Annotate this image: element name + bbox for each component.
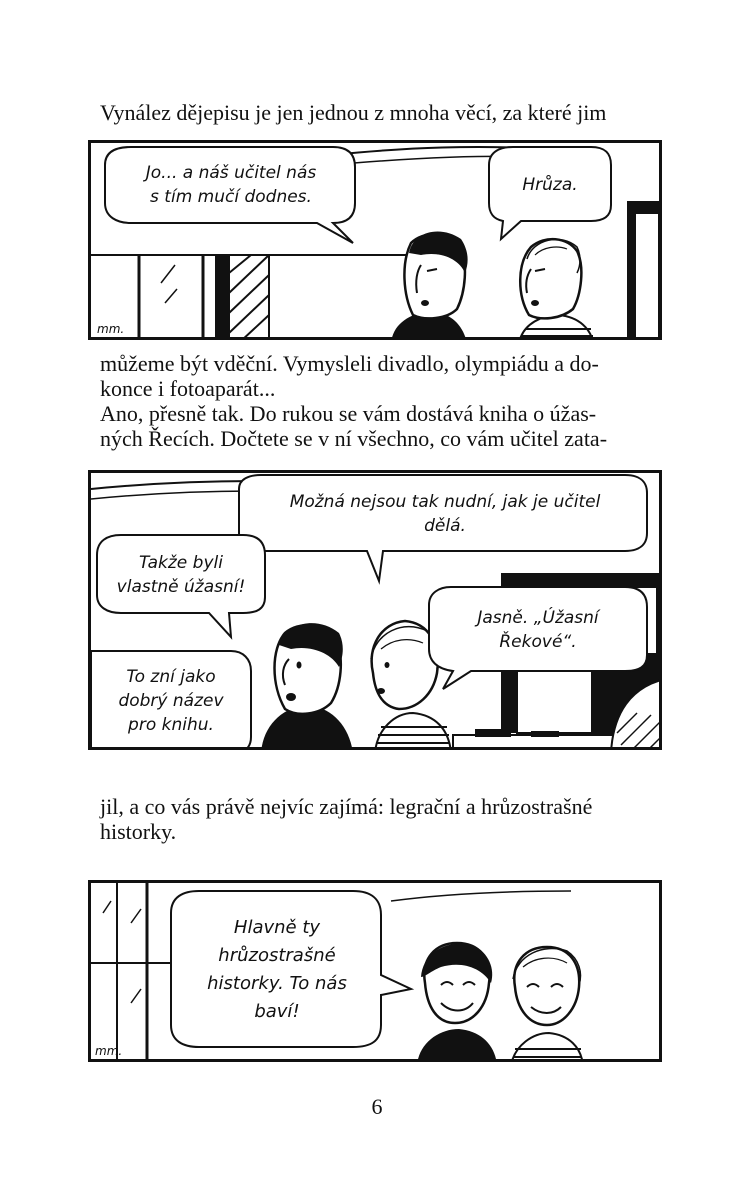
paragraph-1 [100, 100, 656, 125]
paragraph-3 [100, 794, 656, 844]
bubble-line: s tím mučí dodnes. [150, 187, 312, 207]
bubble-line: pro knihu. [128, 715, 214, 735]
bubble-line: Jasně. „Úžasní [477, 608, 599, 628]
bubble-line: Hlavně ty [233, 917, 321, 938]
paragraph-2 [100, 351, 656, 451]
text-line: historky. [100, 819, 177, 844]
speech-bubble-right [491, 149, 609, 221]
bubble-line: To zní jako [126, 667, 216, 687]
comic-panel-3 [88, 880, 662, 1062]
bubble-line: dobrý název [118, 691, 224, 711]
text-line: jil, a co vás právě nejvíc zajímá: legrační a hrůzostrašné [100, 794, 593, 819]
comic-panel-2 [88, 470, 662, 750]
speech-bubble-bottom [95, 653, 247, 749]
bubble-line: Řekové“. [499, 632, 577, 652]
bubble-line: Hrůza. [522, 175, 578, 195]
text-line: Ano, přesně tak. Do rukou se vám dostává kniha o úžas- [100, 401, 597, 426]
speech-bubble-top [247, 479, 643, 549]
bubble-line: Možná nejsou tak nudní, jak je učitel [289, 492, 601, 512]
speech-bubble-right [433, 591, 643, 669]
page-number: 6 [371, 1094, 383, 1119]
svg-text:mm.: mm. [95, 1044, 123, 1058]
text-line: ných Řecích. Dočtete se v ní všechno, co vám učitel zata- [100, 426, 608, 451]
speech-bubble [175, 895, 379, 1045]
text-line: Vynález dějepisu je jen jednou z mnoha věcí, za které jim [100, 100, 607, 125]
bubble-line: vlastně úžasní! [116, 577, 246, 597]
bubble-line: hrůzostrašné [218, 945, 336, 966]
bubble-line: Jo... a náš učitel nás [145, 163, 317, 183]
text-line: konce i fotoaparát... [100, 376, 276, 401]
speech-bubble-left [101, 539, 261, 611]
comic-panel-1 [88, 140, 662, 340]
bubble-line: historky. To nás [207, 973, 347, 994]
speech-bubble-left [115, 149, 347, 221]
svg-text:mm.: mm. [97, 322, 125, 336]
bubble-line: dělá. [424, 516, 466, 536]
bubble-line: Takže byli [139, 553, 223, 573]
bubble-line: baví! [254, 1001, 300, 1022]
text-line: můžeme být vděční. Vymysleli divadlo, olympiádu a do- [100, 351, 599, 376]
